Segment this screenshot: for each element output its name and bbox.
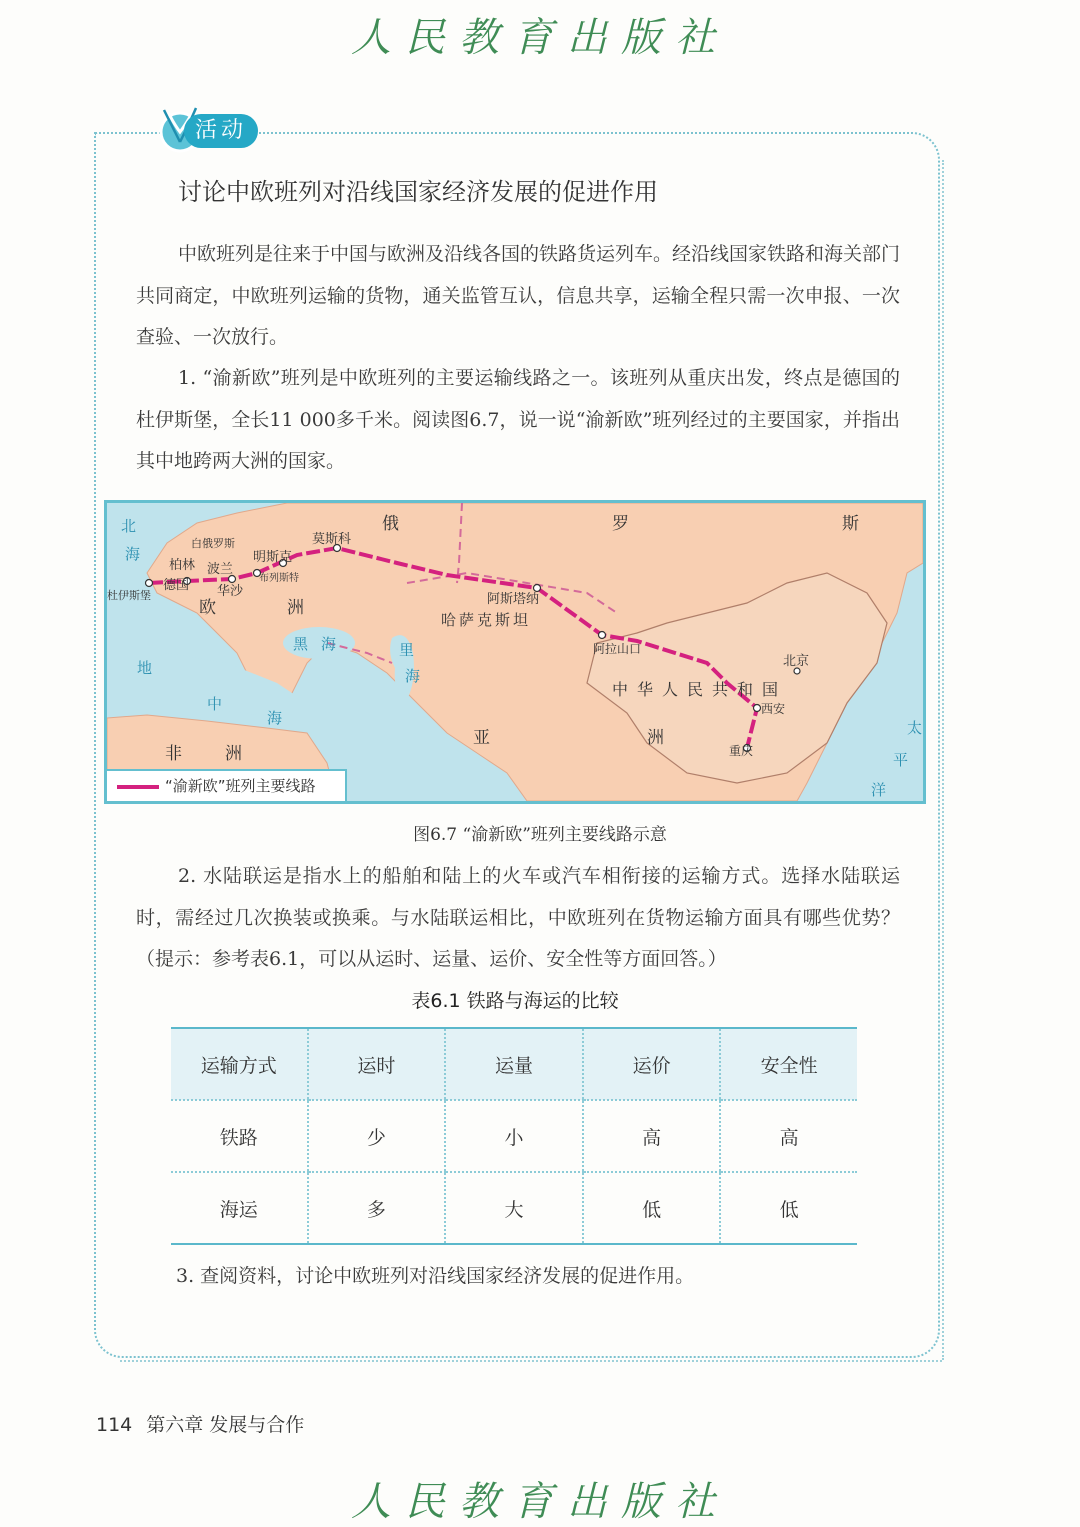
label-belarus: 白俄罗斯 bbox=[191, 537, 235, 550]
label-brest: 布列斯特 bbox=[259, 573, 299, 584]
label-caspian-1: 里 bbox=[399, 641, 415, 659]
table-cell: 低 bbox=[583, 1172, 721, 1244]
label-asia-2: 洲 bbox=[647, 728, 664, 748]
label-beijing: 北京 bbox=[783, 654, 810, 669]
question-3: 3. 查阅资料，讨论中欧班列对沿线国家经济发展的促进作用。 bbox=[176, 1265, 695, 1287]
label-med-3: 海 bbox=[267, 709, 283, 727]
route-map bbox=[104, 500, 926, 804]
label-black-sea-1: 黑 bbox=[293, 635, 309, 653]
table-header-cell: 运输方式 bbox=[171, 1028, 308, 1100]
activity-heading: 讨论中欧班列对沿线国家经济发展的促进作用 bbox=[178, 178, 658, 206]
table-header-cell: 安全性 bbox=[720, 1028, 857, 1100]
label-pacific-1: 太 bbox=[907, 719, 923, 737]
label-asia-1: 亚 bbox=[473, 728, 490, 748]
publisher-watermark-top: 人民教育出版社 bbox=[351, 15, 729, 61]
table-header-cell: 运量 bbox=[445, 1028, 583, 1100]
label-europe-1: 欧 bbox=[199, 598, 216, 618]
table-row bbox=[171, 1172, 857, 1244]
label-moscow: 莫斯科 bbox=[312, 532, 352, 547]
label-black-sea-2: 海 bbox=[321, 635, 337, 653]
table-cell: 高 bbox=[583, 1100, 721, 1172]
table-header-cell: 运时 bbox=[308, 1028, 446, 1100]
label-europe-2: 洲 bbox=[287, 598, 304, 618]
label-africa-1: 非 bbox=[165, 744, 182, 764]
label-alashankou: 阿拉山口 bbox=[593, 642, 642, 656]
label-germany: 德国 bbox=[163, 578, 190, 593]
question-2: 2. 水陆联运是指水上的船舶和陆上的火车或汽车相衔接的运输方式。选择水陆联运时，需经过几次换装或换乘。与水陆联运相比，中欧班列在货物运输方面具有哪些优势？（提示：参考表6.1，可以从运时、运量、运价、安全性等方面回答。） bbox=[136, 865, 900, 970]
label-warsaw: 华沙 bbox=[217, 584, 244, 599]
label-kazakhstan: 哈萨克斯坦 bbox=[441, 611, 532, 629]
label-north-sea-2: 海 bbox=[125, 545, 141, 563]
figure-caption: 图6.7 “渝新欧”班列主要线路示意 bbox=[413, 825, 667, 845]
label-russia-2: 罗 bbox=[612, 514, 629, 534]
legend-label: “渝新欧”班列主要线路 bbox=[165, 777, 316, 795]
label-chongqing: 重庆 bbox=[729, 744, 754, 758]
table-cell: 高 bbox=[720, 1100, 857, 1172]
chapter-title: 第六章 发展与合作 bbox=[146, 1414, 305, 1436]
intro-paragraph: 中欧班列是往来于中国与欧洲及沿线各国的铁路货运列车。经沿线国家铁路和海关部门共同商定，中欧班列运输的货物，通关监管互认，信息共享，运输全程只需一次申报、一次查验、一次放行。 bbox=[136, 243, 901, 348]
table-cell: 低 bbox=[720, 1172, 857, 1244]
label-china: 中华人民共和国 bbox=[612, 680, 788, 699]
label-caspian-2: 海 bbox=[405, 667, 421, 685]
table-cell: 铁路 bbox=[171, 1100, 308, 1172]
label-pacific-2: 平 bbox=[893, 751, 909, 769]
table-cell: 海运 bbox=[171, 1172, 308, 1244]
page-number: 114 bbox=[96, 1414, 133, 1436]
table-cell: 多 bbox=[308, 1172, 446, 1244]
table-cell: 少 bbox=[308, 1100, 446, 1172]
label-russia-3: 斯 bbox=[842, 514, 859, 534]
table-header-row bbox=[171, 1028, 857, 1100]
legend-route-swatch bbox=[117, 785, 159, 789]
city-dot-xian bbox=[754, 705, 761, 712]
label-med-1: 地 bbox=[137, 659, 153, 677]
label-africa-2: 洲 bbox=[225, 744, 242, 764]
table-header-cell: 运价 bbox=[583, 1028, 721, 1100]
city-dot-duisburg bbox=[146, 580, 153, 587]
activity-badge-label: 活动 bbox=[184, 114, 258, 148]
publisher-watermark-bottom: 人民教育出版社 bbox=[351, 1479, 729, 1525]
label-pacific-3: 洋 bbox=[871, 781, 887, 799]
map-legend bbox=[107, 769, 347, 801]
label-berlin: 柏林 bbox=[169, 558, 196, 573]
activity-badge bbox=[150, 102, 260, 158]
label-duisburg: 杜伊斯堡 bbox=[107, 589, 151, 602]
activity-box-shadow-right bbox=[942, 160, 944, 1360]
question-1: 1. “渝新欧”班列是中欧班列的主要运输线路之一。该班列从重庆出发，终点是德国的杜伊斯堡，全长11 000多千米。阅读图6.7，说一说“渝新欧”班列经过的主要国家，并指出其中地跨两大洲的国家。 bbox=[136, 367, 900, 472]
table-row bbox=[171, 1100, 857, 1172]
table-caption: 表6.1 铁路与海运的比较 bbox=[411, 990, 619, 1012]
label-xian: 西安 bbox=[761, 702, 786, 716]
city-dot-alashankou bbox=[599, 632, 606, 639]
label-russia-1: 俄 bbox=[382, 514, 399, 534]
label-med-2: 中 bbox=[207, 695, 223, 713]
label-minsk: 明斯克 bbox=[253, 550, 293, 565]
activity-box-shadow-bottom bbox=[120, 1360, 942, 1362]
table-cell: 小 bbox=[445, 1100, 583, 1172]
city-dot-astana bbox=[534, 585, 541, 592]
route-map-svg bbox=[107, 503, 923, 801]
page-footer bbox=[96, 1410, 304, 1437]
table-cell: 大 bbox=[445, 1172, 583, 1244]
label-north-sea-1: 北 bbox=[121, 517, 137, 535]
comparison-table bbox=[171, 1027, 857, 1245]
label-astana: 阿斯塔纳 bbox=[487, 592, 540, 607]
label-poland: 波兰 bbox=[207, 562, 234, 577]
